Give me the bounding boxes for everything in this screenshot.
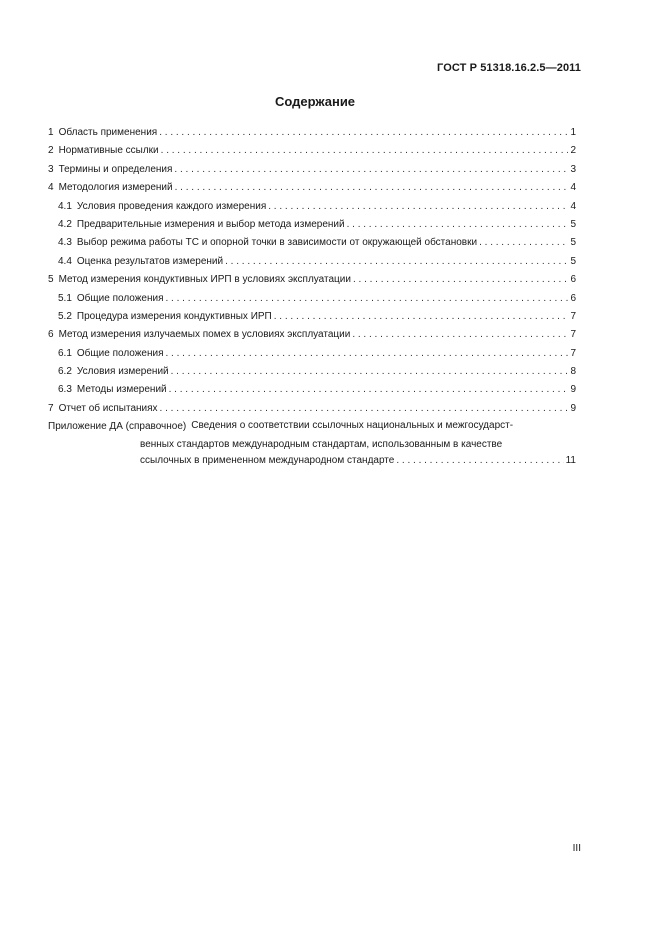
- toc-entry-title: Общие положения: [76, 292, 164, 304]
- toc-entry[interactable]: [48, 161, 576, 179]
- toc-entry-page: 5: [570, 237, 576, 249]
- toc-entry-title: Термины и определения: [58, 163, 173, 175]
- appendix-line-2-row: [48, 437, 576, 454]
- toc-entry-title: Предварительные измерения и выбор метода измерений: [76, 218, 345, 230]
- toc-leader-dots: [225, 253, 568, 271]
- toc-entry-page: 5: [570, 255, 576, 267]
- toc-entry[interactable]: [48, 142, 576, 160]
- toc-entry[interactable]: [48, 381, 576, 399]
- toc-entry-page: 9: [570, 384, 576, 396]
- toc-entry-page: 7: [570, 347, 576, 359]
- toc-entry[interactable]: [48, 253, 576, 271]
- toc-entry-number: 5.1: [58, 292, 72, 304]
- toc-entry-title: Методы измерений: [76, 384, 167, 396]
- toc-entry-number: 6.2: [58, 366, 72, 378]
- toc-entry-page: 3: [570, 163, 576, 175]
- toc-entry-number: 6.3: [58, 384, 72, 396]
- toc-entry[interactable]: [48, 216, 576, 234]
- toc-leader-dots: [353, 271, 568, 289]
- appendix-label: Приложение ДА (справочное): [48, 421, 187, 433]
- toc-entry-number: 5.2: [58, 310, 72, 322]
- toc-entry-title: Область применения: [58, 127, 158, 138]
- toc-entry[interactable]: [48, 198, 576, 216]
- appendix-line-1: Сведения о соответствии ссылочных национальных и межгосударст-: [191, 420, 514, 432]
- toc-entry-page: 8: [570, 366, 576, 378]
- toc-leader-dots: [160, 400, 569, 418]
- toc-entry[interactable]: [48, 308, 576, 326]
- appendix-line-3: ссылочных в примененном международном стандарте: [140, 455, 395, 467]
- toc-leader-dots: [479, 234, 568, 252]
- toc-entry-number: 5: [48, 274, 54, 286]
- toc-entry[interactable]: [48, 363, 576, 381]
- toc-leader-dots: [159, 124, 568, 142]
- toc-entry[interactable]: [48, 290, 576, 308]
- appendix-body: [191, 418, 576, 435]
- toc-title: Содержание: [274, 94, 356, 109]
- toc-entry[interactable]: [48, 234, 576, 252]
- toc-leader-dots: [174, 161, 568, 179]
- toc-entry-number: 7: [48, 402, 54, 414]
- toc-leader-dots: [268, 198, 568, 216]
- toc-leader-dots: [169, 381, 569, 399]
- toc-entry[interactable]: [48, 124, 576, 142]
- toc-appendix-entry[interactable]: [48, 418, 576, 436]
- toc-entry-number: 6: [48, 329, 54, 341]
- toc-leader-dots: [175, 179, 569, 197]
- toc-entry-page: 6: [570, 292, 576, 304]
- toc-entry-number: 6.1: [58, 347, 72, 359]
- toc-entry-page: 7: [570, 329, 576, 341]
- toc-entry[interactable]: [48, 400, 576, 418]
- toc-entry-number: 3: [48, 163, 54, 175]
- toc-entry-title: Общие положения: [76, 347, 164, 359]
- toc-entry-number: 4.2: [58, 218, 72, 230]
- appendix-line-2: венных стандартов международным стандартам, использованным в качестве: [140, 438, 503, 450]
- toc-entry-number: 4.1: [58, 200, 72, 212]
- toc-leader-dots: [161, 142, 569, 160]
- toc-entry-page: 1: [570, 127, 576, 138]
- toc-entry-title: Выбор режима работы ТС и опорной точки в зависимости от окружающей обстановки: [76, 237, 478, 249]
- toc-entry[interactable]: [48, 326, 576, 344]
- toc-entry-title: Метод измерения излучаемых помех в условиях эксплуатации: [58, 329, 351, 341]
- toc-leader-dots: [352, 326, 568, 344]
- toc-entry-page: 4: [570, 182, 576, 194]
- toc-entry-number: 4.3: [58, 237, 72, 249]
- toc-entry-page: 4: [570, 200, 576, 212]
- toc-entry-page: 5: [570, 218, 576, 230]
- standard-code-header: ГОСТ Р 51318.16.2.5—2011: [437, 62, 581, 74]
- toc-entry-title: Отчет об испытаниях: [58, 402, 158, 414]
- toc-leader-dots: [274, 308, 569, 326]
- toc-entry-title: Условия проведения каждого измерения: [76, 200, 267, 212]
- page-number: III: [572, 843, 581, 854]
- toc-entry[interactable]: [48, 271, 576, 289]
- toc-leader-dots: [166, 345, 569, 363]
- toc-entries: [48, 124, 576, 418]
- toc-entry[interactable]: [48, 179, 576, 197]
- toc-entry-number: 2: [48, 145, 54, 157]
- toc-entry-page: 2: [570, 145, 576, 157]
- toc-entry-page: 6: [570, 274, 576, 286]
- table-of-contents: [48, 124, 576, 470]
- toc-leader-dots: [396, 453, 563, 470]
- toc-entry-page: 7: [570, 310, 576, 322]
- toc-leader-dots: [347, 216, 569, 234]
- toc-entry-title: Методология измерений: [58, 182, 173, 194]
- toc-entry-number: 1: [48, 127, 54, 138]
- toc-entry-page: 9: [570, 402, 576, 414]
- toc-leader-dots: [166, 290, 569, 308]
- toc-entry-title: Условия измерений: [76, 366, 169, 378]
- toc-entry-title: Оценка результатов измерений: [76, 255, 224, 267]
- toc-entry-title: Метод измерения кондуктивных ИРП в условиях эксплуатации: [58, 274, 351, 286]
- toc-entry[interactable]: [48, 345, 576, 363]
- toc-entry-title: Процедура измерения кондуктивных ИРП: [76, 310, 272, 322]
- appendix-page-number: 11: [565, 455, 576, 467]
- appendix-line-3-row: [48, 453, 576, 470]
- toc-entry-number: 4: [48, 182, 54, 194]
- toc-entry-number: 4.4: [58, 255, 72, 267]
- toc-entry-title: Нормативные ссылки: [58, 145, 159, 157]
- toc-leader-dots: [171, 363, 569, 381]
